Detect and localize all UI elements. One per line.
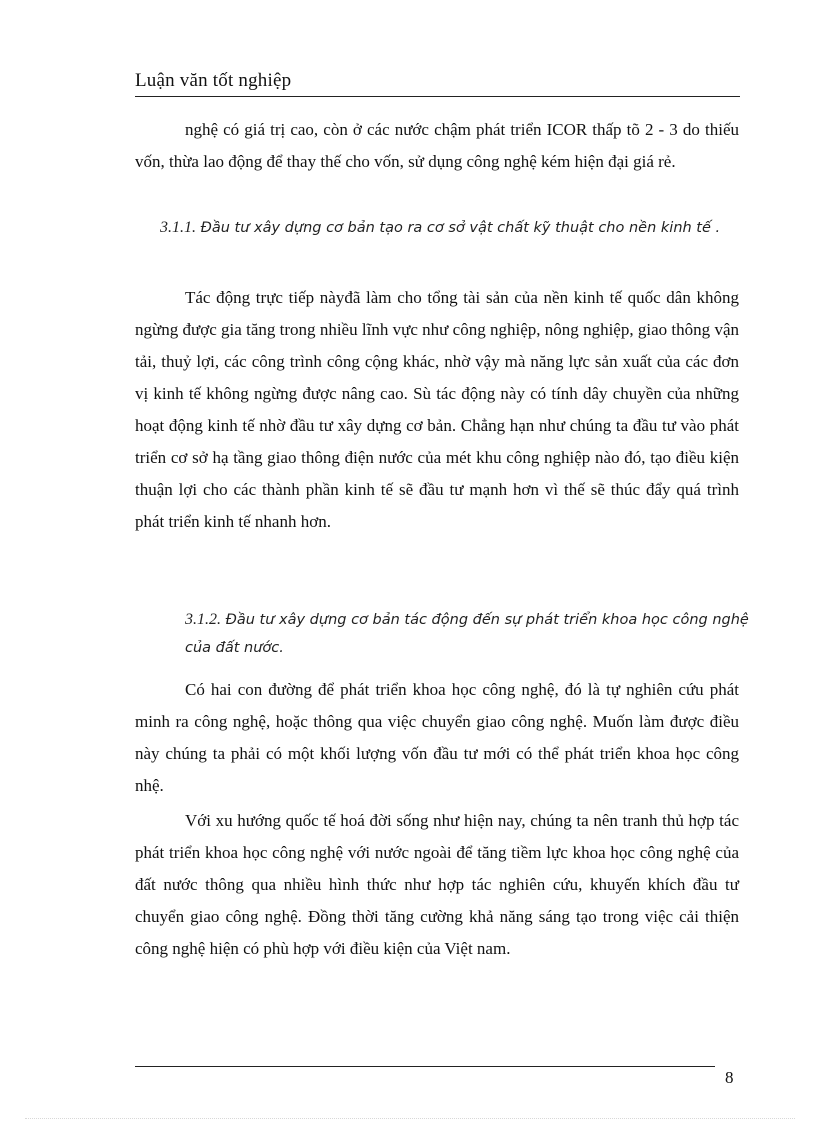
header-divider <box>135 96 740 97</box>
continued-paragraph-block <box>135 114 739 178</box>
section-3-1-2-body-cont <box>135 805 739 965</box>
running-header-title: Luận văn tốt nghiệp <box>135 70 292 91</box>
section-number: 3.1.1. <box>160 219 196 236</box>
section-heading-3-1-2 <box>185 606 765 662</box>
body-paragraph: Có hai con đường để phát triển khoa học công nghệ, đó là tự nghiên cứu phát minh ra công nghệ, hoặc thông qua việc chuyển giao công nghệ. Muốn làm được điều này chúng ta phải có một khối lượng vốn đầu tư mới có thể phát triển khoa học công nhệ. <box>135 680 739 795</box>
section-heading-3-1-1 <box>160 214 740 242</box>
section-number: 3.1.2. <box>185 611 221 628</box>
section-3-1-2-body <box>135 674 739 802</box>
body-paragraph: Với xu hướng quốc tế hoá đời sống như hiện nay, chúng ta nên tranh thủ hợp tác phát triển khoa học công nghệ với nước ngoài để tăng tiềm lực khoa học công nghệ của đất nước thông qua nhiều hình thức như hợp tác nghiên cứu, khuyến khích đầu tư chuyển giao công nghệ. Đồng thời tăng cường khả năng sáng tạo trong việc cải thiện công nghệ hiện có phù hợp với điều kiện của Việt nam. <box>135 811 739 958</box>
section-heading-text: Đầu tư xây dựng cơ bản tác động đến sự phát triển khoa học công nghệ của đất nước. <box>185 612 749 656</box>
footer-divider <box>135 1066 715 1067</box>
body-paragraph: Tác động trực tiếp nàyđã làm cho tổng tài sản của nền kinh tế quốc dân không ngừng được gia tăng trong nhiều lĩnh vực như công nghiệp, nông nghiệp, giao thông vận tải, thuỷ lợi, các công trình công cộng khác, nhờ vậy mà năng lực sản xuất của các đơn vị kinh tế không ngừng được nâng cao. Sù tác động này có tính dây chuyền của những hoạt động kinh tế nhờ đầu tư xây dựng cơ bản. Chẳng hạn như chúng ta đầu tư vào phát triển cơ sở hạ tầng giao thông điện nước của mét khu công nghiệp nào đó, tạo điều kiện thuận lợi cho các thành phần kinh tế sẽ đầu tư mạnh hơn vì thế sẽ thúc đẩy quá trình phát triển kinh tế nhanh hơn. <box>135 288 739 531</box>
page-number: 8 <box>725 1068 734 1087</box>
section-heading-text: Đầu tư xây dựng cơ bản tạo ra cơ sở vật chất kỹ thuật cho nền kinh tế . <box>200 220 721 236</box>
continued-paragraph: nghệ có giá trị cao, còn ở các nước chậm phát triển ICOR thấp tõ 2 - 3 do thiếu vốn, thừa lao động để thay thế cho vốn, sử dụng công nghệ kém hiện đại giá rẻ. <box>135 120 739 171</box>
section-3-1-1-body <box>135 282 739 538</box>
page-bottom-edge <box>25 1118 795 1119</box>
